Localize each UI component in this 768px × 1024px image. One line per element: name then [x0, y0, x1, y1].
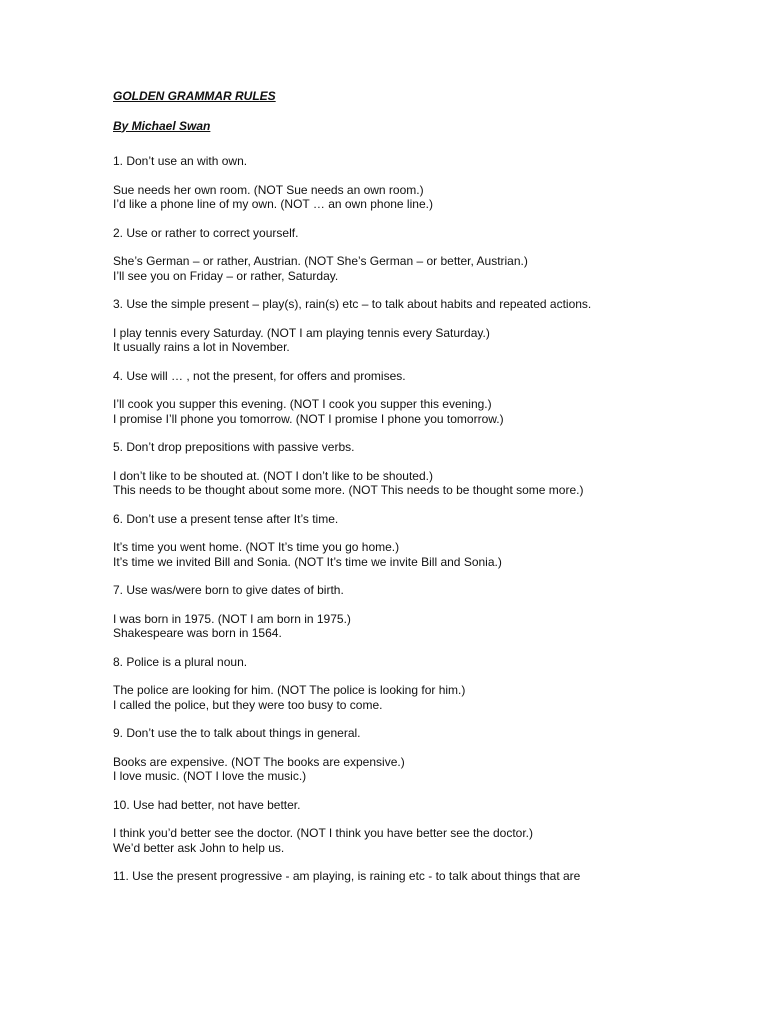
example-sentence: I play tennis every Saturday. (NOT I am playing tennis every Saturday.)	[113, 325, 490, 340]
rule-item	[113, 297, 733, 355]
rule-heading: 2. Use or rather to correct yourself.	[113, 225, 299, 240]
rule-item	[113, 583, 733, 641]
rule-heading: 11. Use the present progressive - am playing, is raining etc - to talk about things that are	[113, 869, 581, 883]
rule-examples	[113, 755, 733, 784]
rule-item	[113, 369, 733, 427]
example-sentence: Shakespeare was born in 1564.	[113, 626, 282, 640]
example-sentence: I don’t like to be shouted at. (NOT I don’t like to be shouted.)	[113, 468, 433, 483]
rule-examples	[113, 612, 733, 641]
example-sentence: I love music. (NOT I love the music.)	[113, 769, 307, 783]
rule-examples	[113, 326, 733, 355]
rule-heading: 6. Don’t use a present tense after It’s time.	[113, 511, 339, 526]
example-sentence: I called the police, but they were too busy to come.	[113, 697, 383, 712]
rule-heading: 9. Don’t use the to talk about things in general.	[113, 726, 361, 740]
rule-item	[113, 726, 733, 784]
rule-heading: 4. Use will … , not the present, for offers and promises.	[113, 368, 406, 383]
example-sentence: This needs to be thought about some more. (NOT This needs to be thought some more.)	[113, 483, 584, 497]
rule-heading: 5. Don’t drop prepositions with passive verbs.	[113, 440, 355, 454]
example-sentence: We’d better ask John to help us.	[113, 840, 285, 855]
rule-examples	[113, 469, 733, 498]
rule-item	[113, 440, 733, 498]
rules-list	[113, 154, 733, 884]
rule-heading: 8. Police is a plural noun.	[113, 654, 248, 669]
example-sentence: I’ll see you on Friday – or rather, Saturday.	[113, 268, 339, 283]
rule-item	[113, 154, 733, 212]
rule-examples	[113, 254, 733, 283]
rule-item	[113, 655, 733, 713]
example-sentence: It’s time you went home. (NOT It’s time you go home.)	[113, 540, 400, 554]
rule-item	[113, 512, 733, 570]
example-sentence: I’ll cook you supper this evening. (NOT I cook you supper this evening.)	[113, 397, 492, 411]
rule-examples	[113, 826, 733, 855]
example-sentence: I’d like a phone line of my own. (NOT … an own phone line.)	[113, 197, 433, 211]
rule-examples	[113, 683, 733, 712]
rule-heading: 10. Use had better, not have better.	[113, 797, 301, 812]
document-author: By Michael Swan	[113, 118, 211, 133]
document-title: GOLDEN GRAMMAR RULES	[113, 89, 276, 103]
example-sentence: The police are looking for him. (NOT The police is looking for him.)	[113, 683, 466, 697]
example-sentence: I think you’d better see the doctor. (NOT I think you have better see the doctor.)	[113, 826, 534, 840]
rule-item	[113, 226, 733, 284]
example-sentence: It usually rains a lot in November.	[113, 340, 290, 354]
rule-heading: 1. Don’t use an with own.	[113, 154, 248, 168]
example-sentence: I was born in 1975. (NOT I am born in 1975.)	[113, 611, 351, 626]
document-body	[113, 89, 733, 898]
example-sentence: It’s time we invited Bill and Sonia. (NOT It’s time we invite Bill and Sonia.)	[113, 554, 502, 569]
example-sentence: Sue needs her own room. (NOT Sue needs an own room.)	[113, 182, 424, 197]
rule-item	[113, 798, 733, 856]
rule-item	[113, 869, 733, 884]
rule-examples	[113, 397, 733, 426]
example-sentence: Books are expensive. (NOT The books are expensive.)	[113, 754, 405, 769]
example-sentence: She’s German – or rather, Austrian. (NOT She’s German – or better, Austrian.)	[113, 254, 528, 268]
rule-heading: 3. Use the simple present – play(s), rain(s) etc – to talk about habits and repeated actions.	[113, 297, 592, 311]
rule-heading: 7. Use was/were born to give dates of birth.	[113, 583, 344, 597]
rule-examples	[113, 540, 733, 569]
example-sentence: I promise I’ll phone you tomorrow. (NOT I promise I phone you tomorrow.)	[113, 411, 504, 426]
rule-examples	[113, 183, 733, 212]
